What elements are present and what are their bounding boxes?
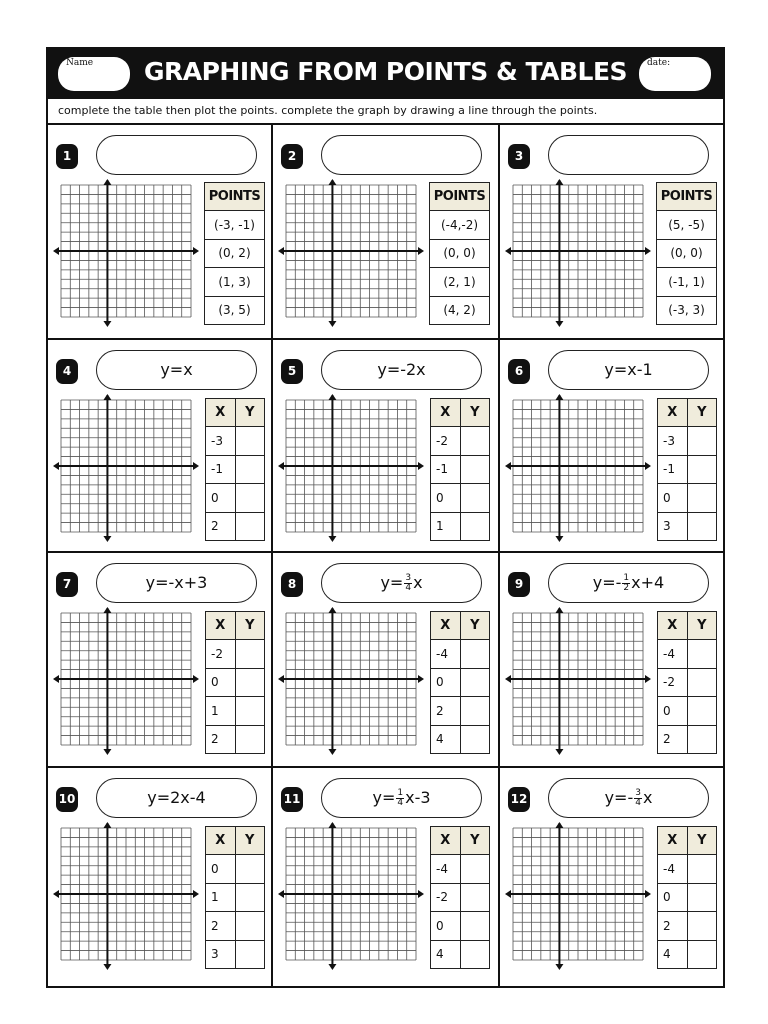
y-answer-cell[interactable] [235, 484, 264, 513]
axis-arrow-icon [103, 964, 111, 970]
coordinate-grid[interactable] [278, 822, 424, 970]
axis-arrow-icon [555, 536, 563, 542]
equation-label [96, 563, 257, 603]
y-answer-cell[interactable] [687, 940, 716, 969]
x-column-header: X [206, 399, 236, 427]
axis-arrow-icon [555, 394, 563, 400]
problem-5 [273, 340, 500, 553]
x-value-cell: -4 [431, 640, 461, 669]
coordinate-grid[interactable] [278, 394, 424, 542]
axis-arrow-icon [278, 675, 284, 683]
problem-8 [273, 553, 500, 768]
axis-arrow-icon [328, 536, 336, 542]
y-answer-cell[interactable] [235, 883, 264, 912]
y-column-header: Y [460, 399, 489, 427]
x-value-cell: 2 [206, 512, 236, 541]
axis-arrow-icon [418, 890, 424, 898]
date-field[interactable] [639, 57, 711, 91]
y-answer-cell[interactable] [460, 455, 489, 484]
points-table [429, 182, 490, 325]
problem-6 [500, 340, 723, 553]
y-answer-cell[interactable] [460, 912, 489, 941]
equation-answer-field[interactable] [321, 135, 482, 175]
axis-arrow-icon [555, 822, 563, 828]
equation-answer-field[interactable] [548, 135, 709, 175]
x-value-cell: 0 [431, 484, 461, 513]
axis-arrow-icon [193, 247, 199, 255]
problem-1 [48, 125, 273, 340]
axis-arrow-icon [53, 247, 59, 255]
x-value-cell: 2 [658, 912, 688, 941]
equation-text: y=-2x [377, 360, 426, 379]
x-value-cell: 2 [206, 725, 236, 754]
y-answer-cell[interactable] [687, 697, 716, 726]
problem-number-badge: 11 [281, 787, 303, 812]
x-column-header: X [206, 827, 236, 855]
equation-text: y=x-1 [604, 360, 653, 379]
axis-arrow-icon [645, 462, 651, 470]
x-value-cell: 4 [431, 725, 461, 754]
xy-table [205, 398, 265, 541]
date-label: date: [647, 58, 671, 68]
point-cell: (-3, 3) [657, 296, 717, 325]
equation-text: y=-x+3 [145, 573, 208, 592]
x-value-cell: 2 [431, 697, 461, 726]
axis-arrow-icon [328, 321, 336, 327]
xy-table [657, 611, 717, 754]
equation-text: y=- [592, 573, 622, 592]
x-value-cell: 3 [206, 940, 236, 969]
axis-arrow-icon [278, 462, 284, 470]
x-value-cell: -1 [206, 455, 236, 484]
x-column-header: X [431, 827, 461, 855]
axis-arrow-icon [103, 607, 111, 613]
y-answer-cell[interactable] [235, 940, 264, 969]
problem-2 [273, 125, 500, 340]
y-column-header: Y [235, 612, 264, 640]
x-value-cell: -4 [431, 855, 461, 884]
equation-fraction [404, 574, 412, 593]
y-answer-cell[interactable] [235, 725, 264, 754]
axis-arrow-icon [645, 675, 651, 683]
y-answer-cell[interactable] [235, 855, 264, 884]
x-value-cell: -2 [206, 640, 236, 669]
x-value-cell: -2 [431, 883, 461, 912]
x-column-header: X [658, 399, 688, 427]
problem-11 [273, 768, 500, 986]
axis-arrow-icon [103, 822, 111, 828]
x-column-header: X [206, 612, 236, 640]
axis-arrow-icon [555, 179, 563, 185]
axis-arrow-icon [328, 607, 336, 613]
x-value-cell: 0 [658, 484, 688, 513]
axis-arrow-icon [505, 462, 511, 470]
y-column-header: Y [235, 827, 264, 855]
y-answer-cell[interactable] [460, 940, 489, 969]
equation-tail: x-3 [405, 788, 431, 807]
point-cell: (-4,-2) [430, 211, 490, 240]
problem-number-badge: 9 [508, 572, 530, 597]
axis-arrow-icon [505, 247, 511, 255]
axis-arrow-icon [418, 675, 424, 683]
x-value-cell: 1 [431, 512, 461, 541]
point-cell: (3, 5) [205, 296, 265, 325]
axis-arrow-icon [278, 247, 284, 255]
problem-number-badge: 8 [281, 572, 303, 597]
y-column-header: Y [687, 399, 716, 427]
point-cell: (0, 0) [430, 239, 490, 268]
coordinate-grid[interactable] [505, 607, 651, 755]
axis-arrow-icon [418, 462, 424, 470]
points-header: POINTS [430, 183, 490, 211]
coordinate-grid[interactable] [53, 607, 199, 755]
x-column-header: X [658, 612, 688, 640]
x-value-cell: -4 [658, 855, 688, 884]
equation-label [548, 350, 709, 390]
axis-arrow-icon [193, 890, 199, 898]
axis-arrow-icon [328, 394, 336, 400]
y-answer-cell[interactable] [235, 640, 264, 669]
point-cell: (-3, -1) [205, 211, 265, 240]
y-answer-cell[interactable] [687, 883, 716, 912]
x-column-header: X [658, 827, 688, 855]
equation-fraction [396, 789, 404, 808]
worksheet [46, 47, 725, 988]
axis-arrow-icon [193, 675, 199, 683]
y-answer-cell[interactable] [687, 484, 716, 513]
axis-arrow-icon [555, 749, 563, 755]
fraction-numerator: 1 [623, 573, 630, 583]
y-answer-cell[interactable] [687, 912, 716, 941]
equation-text: y=x [160, 360, 193, 379]
page-title: GRAPHING FROM POINTS & TABLES [143, 57, 628, 86]
y-answer-cell[interactable] [460, 697, 489, 726]
problem-10 [48, 768, 273, 986]
y-answer-cell[interactable] [460, 668, 489, 697]
x-value-cell: 0 [206, 855, 236, 884]
equation-text: y=- [604, 788, 634, 807]
x-value-cell: 0 [206, 668, 236, 697]
y-answer-cell[interactable] [687, 427, 716, 456]
xy-table [657, 826, 717, 969]
axis-arrow-icon [103, 749, 111, 755]
x-value-cell: -1 [658, 455, 688, 484]
problem-number-badge: 5 [281, 359, 303, 384]
axis-arrow-icon [555, 607, 563, 613]
coordinate-grid[interactable] [53, 394, 199, 542]
x-column-header: X [431, 612, 461, 640]
axis-arrow-icon [328, 822, 336, 828]
equation-fraction [634, 789, 642, 808]
problem-number-badge: 3 [508, 144, 530, 169]
point-cell: (-1, 1) [657, 268, 717, 297]
coordinate-grid[interactable] [53, 179, 199, 327]
xy-table [657, 398, 717, 541]
y-answer-cell[interactable] [687, 855, 716, 884]
y-column-header: Y [235, 399, 264, 427]
problem-number-badge: 4 [56, 359, 78, 384]
equation-tail: x [413, 573, 423, 592]
y-answer-cell[interactable] [460, 725, 489, 754]
coordinate-grid[interactable] [278, 607, 424, 755]
y-answer-cell[interactable] [460, 640, 489, 669]
axis-arrow-icon [53, 675, 59, 683]
x-value-cell: -2 [431, 427, 461, 456]
fraction-denominator: 4 [397, 798, 404, 808]
y-answer-cell[interactable] [460, 855, 489, 884]
fraction-numerator: 3 [405, 573, 412, 583]
y-answer-cell[interactable] [687, 725, 716, 754]
axis-arrow-icon [103, 321, 111, 327]
problem-grid [48, 125, 723, 986]
equation-label [548, 563, 709, 603]
xy-table [205, 611, 265, 754]
x-column-header: X [431, 399, 461, 427]
point-cell: (1, 3) [205, 268, 265, 297]
problem-number-badge: 7 [56, 572, 78, 597]
equation-text: y= [380, 573, 404, 592]
y-column-header: Y [460, 612, 489, 640]
x-value-cell: -4 [658, 640, 688, 669]
equation-tail: x+4 [631, 573, 665, 592]
axis-arrow-icon [328, 749, 336, 755]
points-table [656, 182, 717, 325]
fraction-denominator: 2 [623, 583, 630, 593]
y-answer-cell[interactable] [460, 484, 489, 513]
fraction-denominator: 4 [405, 583, 412, 593]
x-value-cell: -3 [658, 427, 688, 456]
instructions: complete the table then plot the points. complete the graph by drawing a line through the points. [48, 99, 723, 125]
xy-table [430, 826, 490, 969]
x-value-cell: 4 [431, 940, 461, 969]
axis-arrow-icon [103, 536, 111, 542]
y-answer-cell[interactable] [687, 512, 716, 541]
problem-3 [500, 125, 723, 340]
axis-arrow-icon [328, 964, 336, 970]
point-cell: (0, 0) [657, 239, 717, 268]
problem-number-badge: 12 [508, 787, 530, 812]
axis-arrow-icon [193, 462, 199, 470]
y-answer-cell[interactable] [235, 512, 264, 541]
x-value-cell: -3 [206, 427, 236, 456]
equation-text: y=2x-4 [147, 788, 206, 807]
y-answer-cell[interactable] [460, 512, 489, 541]
y-answer-cell[interactable] [235, 455, 264, 484]
axis-arrow-icon [278, 890, 284, 898]
x-value-cell: -2 [658, 668, 688, 697]
x-value-cell: 1 [206, 883, 236, 912]
y-answer-cell[interactable] [460, 427, 489, 456]
axis-arrow-icon [555, 321, 563, 327]
point-cell: (5, -5) [657, 211, 717, 240]
equation-tail: x [642, 788, 653, 807]
x-value-cell: 3 [658, 512, 688, 541]
problem-4 [48, 340, 273, 553]
y-answer-cell[interactable] [235, 697, 264, 726]
equation-label [96, 778, 257, 818]
point-cell: (2, 1) [430, 268, 490, 297]
axis-arrow-icon [328, 179, 336, 185]
axis-arrow-icon [555, 964, 563, 970]
axis-arrow-icon [645, 890, 651, 898]
y-answer-cell[interactable] [235, 912, 264, 941]
axis-arrow-icon [418, 247, 424, 255]
x-value-cell: -1 [431, 455, 461, 484]
x-value-cell: 0 [658, 883, 688, 912]
y-answer-cell[interactable] [687, 640, 716, 669]
equation-text: y= [372, 788, 396, 807]
fraction-denominator: 4 [635, 798, 641, 808]
axis-arrow-icon [103, 394, 111, 400]
problem-number-badge: 1 [56, 144, 78, 169]
y-answer-cell[interactable] [687, 455, 716, 484]
problem-number-badge: 6 [508, 359, 530, 384]
coordinate-grid[interactable] [505, 822, 651, 970]
coordinate-grid[interactable] [53, 822, 199, 970]
coordinate-grid[interactable] [278, 179, 424, 327]
equation-label [96, 350, 257, 390]
point-cell: (4, 2) [430, 296, 490, 325]
y-answer-cell[interactable] [235, 427, 264, 456]
axis-arrow-icon [505, 675, 511, 683]
x-value-cell: 1 [206, 697, 236, 726]
x-value-cell: 0 [431, 668, 461, 697]
x-value-cell: 0 [431, 912, 461, 941]
name-label: Name [66, 58, 94, 68]
coordinate-grid[interactable] [505, 179, 651, 327]
points-header: POINTS [657, 183, 717, 211]
x-value-cell: 0 [206, 484, 236, 513]
y-answer-cell[interactable] [687, 668, 716, 697]
xy-table [430, 611, 490, 754]
equation-label [321, 563, 482, 603]
x-value-cell: 2 [658, 725, 688, 754]
coordinate-grid[interactable] [505, 394, 651, 542]
equation-label [548, 778, 709, 818]
x-value-cell: 2 [206, 912, 236, 941]
y-answer-cell[interactable] [460, 883, 489, 912]
axis-arrow-icon [505, 890, 511, 898]
y-column-header: Y [687, 612, 716, 640]
fraction-numerator: 3 [635, 788, 641, 798]
points-table [204, 182, 265, 325]
point-cell: (0, 2) [205, 239, 265, 268]
y-answer-cell[interactable] [235, 668, 264, 697]
xy-table [205, 826, 265, 969]
xy-table [430, 398, 490, 541]
y-column-header: Y [460, 827, 489, 855]
fraction-numerator: 1 [397, 788, 404, 798]
problem-7 [48, 553, 273, 768]
axis-arrow-icon [103, 179, 111, 185]
axis-arrow-icon [53, 890, 59, 898]
equation-fraction [622, 574, 630, 593]
axis-arrow-icon [53, 462, 59, 470]
problem-number-badge: 10 [56, 787, 78, 812]
x-value-cell: 4 [658, 940, 688, 969]
equation-label [321, 778, 482, 818]
problem-number-badge: 2 [281, 144, 303, 169]
axis-arrow-icon [645, 247, 651, 255]
equation-label [321, 350, 482, 390]
x-value-cell: 0 [658, 697, 688, 726]
header-bar [48, 49, 723, 99]
problem-12 [500, 768, 723, 986]
points-header: POINTS [205, 183, 265, 211]
equation-answer-field[interactable] [96, 135, 257, 175]
y-column-header: Y [687, 827, 716, 855]
problem-9 [500, 553, 723, 768]
